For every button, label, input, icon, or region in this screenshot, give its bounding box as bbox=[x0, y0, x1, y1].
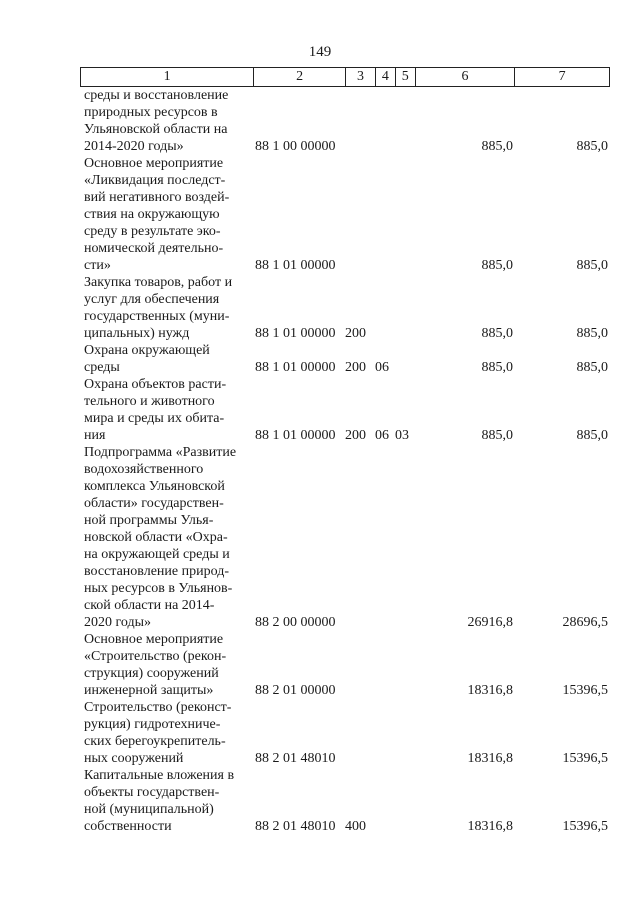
header-col-6: 6 bbox=[415, 68, 515, 86]
subsection-code bbox=[395, 325, 415, 342]
row-name bbox=[80, 155, 253, 274]
amount-col-7: 885,0 bbox=[576, 360, 608, 375]
table-row bbox=[80, 699, 610, 767]
table-row bbox=[80, 767, 610, 835]
header-col-4: 4 bbox=[375, 68, 395, 86]
section-code bbox=[375, 325, 395, 342]
expense-type-code: 400 bbox=[345, 819, 366, 834]
row-name-line: среды bbox=[84, 360, 120, 375]
row-codes bbox=[253, 257, 415, 274]
table-row bbox=[80, 87, 610, 155]
table-row bbox=[80, 444, 610, 631]
row-name-line: Капитальные вложения в bbox=[84, 768, 235, 783]
row-name bbox=[80, 87, 253, 155]
row-name-line: комплекса Ульяновской bbox=[84, 479, 225, 494]
row-name bbox=[80, 444, 253, 631]
row-name-line: области» государствен- bbox=[84, 496, 224, 511]
row-name-line: ной программы Улья- bbox=[84, 513, 214, 528]
subsection-code bbox=[395, 257, 415, 274]
section-code bbox=[375, 750, 395, 767]
amount-col-7: 15396,5 bbox=[562, 683, 608, 698]
row-name-line: 2020 годы» bbox=[84, 615, 152, 630]
table-row bbox=[80, 631, 610, 699]
row-codes bbox=[253, 614, 415, 631]
amount-col-6: 885,0 bbox=[481, 326, 513, 341]
row-name-line: объекты государствен- bbox=[84, 785, 220, 800]
amount-col-6: 885,0 bbox=[481, 139, 513, 154]
amount-col-7: 885,0 bbox=[576, 139, 608, 154]
row-name-line: ской области на 2014- bbox=[84, 598, 215, 613]
row-codes bbox=[253, 818, 415, 835]
amount-col-6: 18316,8 bbox=[467, 683, 513, 698]
target-article-code: 88 1 01 00000 bbox=[255, 326, 336, 341]
expense-type-code bbox=[345, 682, 375, 699]
row-name-line: ной (муниципальной) bbox=[84, 802, 214, 817]
row-name-line: водохозяйственного bbox=[84, 462, 204, 477]
row-name-line: Основное мероприятие bbox=[84, 632, 224, 647]
section-code bbox=[375, 614, 395, 631]
row-name-line: рукция) гидротехниче- bbox=[84, 717, 221, 732]
target-article-code: 88 1 01 00000 bbox=[255, 428, 336, 443]
table-header bbox=[80, 67, 610, 87]
section-code: 06 bbox=[375, 360, 389, 375]
row-name bbox=[80, 274, 253, 342]
row-name-line: номической деятельно- bbox=[84, 241, 224, 256]
row-name-line: сти» bbox=[84, 258, 111, 273]
row-name-line: среды и восстановление bbox=[84, 88, 229, 103]
expense-type-code bbox=[345, 138, 375, 155]
amount-col-7: 15396,5 bbox=[562, 819, 608, 834]
row-name-line: тельного и животного bbox=[84, 394, 215, 409]
row-name-line: Охрана окружающей bbox=[84, 343, 210, 358]
target-article-code: 88 2 01 48010 bbox=[255, 751, 336, 766]
row-name-line: природных ресурсов в bbox=[84, 105, 218, 120]
header-col-5: 5 bbox=[395, 68, 415, 86]
expense-type-code bbox=[345, 750, 375, 767]
expense-type-code bbox=[345, 614, 375, 631]
subsection-code bbox=[395, 682, 415, 699]
row-name-line: услуг для обеспечения bbox=[84, 292, 220, 307]
section-code bbox=[375, 257, 395, 274]
row-codes bbox=[253, 682, 415, 699]
amount-col-6: 885,0 bbox=[481, 428, 513, 443]
expense-type-code: 200 bbox=[345, 428, 366, 443]
row-name-line: Подпрограмма «Развитие bbox=[84, 445, 237, 460]
subsection-code bbox=[395, 750, 415, 767]
subsection-code: 03 bbox=[395, 428, 409, 443]
row-name-line: струкция) сооружений bbox=[84, 666, 219, 681]
row-name-line: восстановление природ- bbox=[84, 564, 229, 579]
section-code bbox=[375, 818, 395, 835]
target-article-code: 88 2 01 00000 bbox=[255, 683, 336, 698]
target-article-code: 88 2 00 00000 bbox=[255, 615, 336, 630]
row-name-line: на окружающей среды и bbox=[84, 547, 230, 562]
row-name-line: новской области «Охра- bbox=[84, 530, 228, 545]
row-name-line: ных ресурсов в Ульянов- bbox=[84, 581, 233, 596]
target-article-code: 88 1 01 00000 bbox=[255, 360, 336, 375]
target-article-code: 88 2 01 48010 bbox=[255, 819, 336, 834]
target-article-code: 88 1 00 00000 bbox=[255, 139, 336, 154]
expense-type-code: 200 bbox=[345, 360, 366, 375]
amount-col-7: 885,0 bbox=[576, 428, 608, 443]
row-codes bbox=[253, 325, 415, 342]
amount-col-6: 26916,8 bbox=[467, 615, 513, 630]
row-name bbox=[80, 699, 253, 767]
budget-table bbox=[80, 67, 610, 835]
row-name bbox=[80, 342, 253, 376]
subsection-code bbox=[395, 138, 415, 155]
row-name bbox=[80, 631, 253, 699]
row-name-line: государственных (муни- bbox=[84, 309, 230, 324]
row-name-line: ципальных) нужд bbox=[84, 326, 190, 341]
amount-col-7: 885,0 bbox=[576, 258, 608, 273]
row-name-line: инженерной защиты» bbox=[84, 683, 214, 698]
row-name-line: Ульяновской области на bbox=[84, 122, 228, 137]
section-code bbox=[375, 138, 395, 155]
table-row bbox=[80, 376, 610, 444]
row-name bbox=[80, 376, 253, 444]
header-col-7: 7 bbox=[514, 68, 609, 86]
section-code: 06 bbox=[375, 428, 389, 443]
amount-col-7: 15396,5 bbox=[562, 751, 608, 766]
row-name-line: мира и среды их обита- bbox=[84, 411, 225, 426]
header-col-1: 1 bbox=[163, 69, 171, 84]
amount-col-6: 18316,8 bbox=[467, 819, 513, 834]
target-article-code: 88 1 01 00000 bbox=[255, 258, 336, 273]
row-name-line: Строительство (реконст- bbox=[84, 700, 232, 715]
subsection-code bbox=[395, 818, 415, 835]
amount-col-6: 885,0 bbox=[481, 360, 513, 375]
page-number: 149 bbox=[308, 44, 332, 60]
section-code bbox=[375, 682, 395, 699]
amount-col-7: 28696,5 bbox=[562, 615, 608, 630]
row-name-line: 2014-2020 годы» bbox=[84, 139, 184, 154]
amount-col-6: 18316,8 bbox=[467, 751, 513, 766]
table-row bbox=[80, 342, 610, 376]
header-col-2: 2 bbox=[253, 68, 345, 86]
row-codes bbox=[253, 427, 415, 444]
amount-col-7: 885,0 bbox=[576, 326, 608, 341]
row-codes bbox=[253, 750, 415, 767]
row-name-line: ских берегоукрепитель- bbox=[84, 734, 226, 749]
subsection-code bbox=[395, 359, 415, 376]
row-name-line: «Ликвидация последст- bbox=[84, 173, 226, 188]
table-body bbox=[80, 87, 610, 835]
expense-type-code: 200 bbox=[345, 326, 366, 341]
row-codes bbox=[253, 138, 415, 155]
subsection-code bbox=[395, 614, 415, 631]
expense-type-code bbox=[345, 257, 375, 274]
header-col-3: 3 bbox=[345, 68, 375, 86]
row-name-line: ных сооружений bbox=[84, 751, 184, 766]
row-name-line: «Строительство (рекон- bbox=[84, 649, 227, 664]
table-row bbox=[80, 274, 610, 342]
amount-col-6: 885,0 bbox=[481, 258, 513, 273]
row-name-line: ния bbox=[84, 428, 106, 443]
row-name-line: вий негативного воздей- bbox=[84, 190, 230, 205]
row-name bbox=[80, 767, 253, 835]
table-row bbox=[80, 155, 610, 274]
row-name-line: Закупка товаров, работ и bbox=[84, 275, 233, 290]
row-name-line: Охрана объектов расти- bbox=[84, 377, 227, 392]
row-name-line: ствия на окружающую bbox=[84, 207, 220, 222]
row-codes bbox=[253, 359, 415, 376]
row-name-line: среду в результате эко- bbox=[84, 224, 221, 239]
row-name-line: Основное мероприятие bbox=[84, 156, 224, 171]
row-name-line: собственности bbox=[84, 819, 172, 834]
